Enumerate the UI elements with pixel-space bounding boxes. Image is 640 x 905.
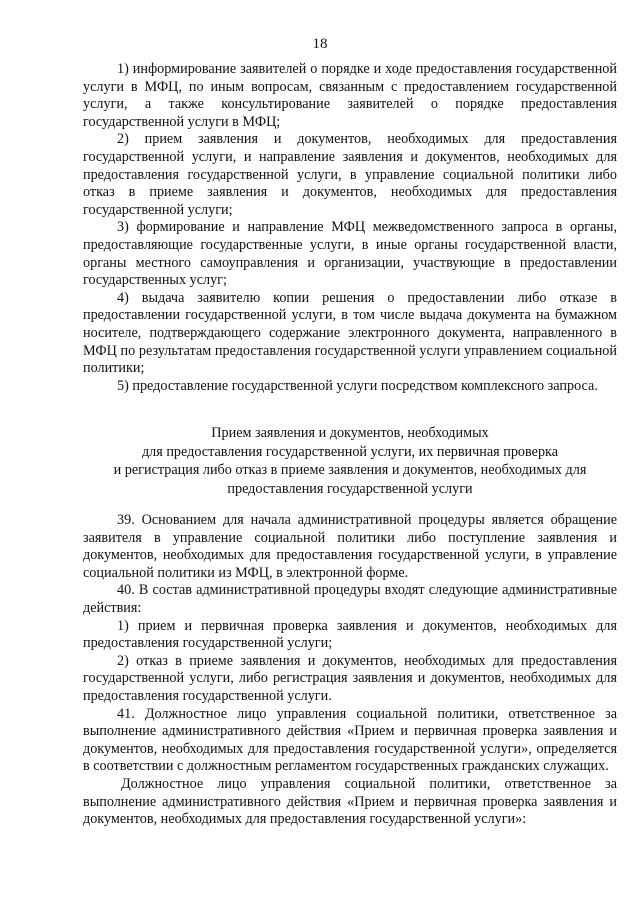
paragraph-40: 40. В состав административной процедуры входят следующие административные действия:: [83, 582, 617, 616]
heading-line: и регистрация либо отказ в приеме заявления и документов, необходимых для: [113, 462, 587, 478]
list-item: 2) отказ в приеме заявления и документов, необходимых для предоставления государственной услуги, либо регистрация заявления и документов, необходимых для предоставления государственной услуги.: [83, 652, 617, 704]
list-item: 3) формирование и направление МФЦ межведомственного запроса в органы, предоставляющие государственные услуги, в иные органы государственной власти, органы местного самоуправления и организации, участвующие в предоставлении государственных услуг;: [83, 219, 617, 289]
paragraph-39: 39. Основанием для начала административной процедуры является обращение заявителя в управление социальной политики либо поступление заявления и документов, необходимых для предоставления государственной услуги, в управление социальной политики из МФЦ, в электронной форме.: [83, 512, 617, 581]
paragraph-officer: Должностное лицо управления социальной политики, ответственное за выполнение административного действия «Прием и первичная проверка заявления и документов, необходимых для предоставления государственной услуги»:: [83, 775, 617, 828]
services-list: [83, 61, 617, 395]
section-heading: [83, 424, 617, 498]
heading-line: предоставления государственной услуги: [227, 480, 473, 497]
heading-line: Прием заявления и документов, необходимых: [211, 425, 489, 441]
list-item: 1) прием и первичная проверка заявления и документов, необходимых для предоставления государственной услуги;: [83, 617, 617, 652]
heading-line: для предоставления государственной услуги, их первичная проверка: [141, 443, 559, 460]
page-number: 18: [312, 36, 328, 52]
list-item: 5) предоставление государственной услуги посредством комплексного запроса.: [117, 377, 598, 394]
section-body: [83, 512, 617, 829]
list-item: 4) выдача заявителю копии решения о предоставлении либо отказе в предоставлении государственной услуги, в том числе выдача документа на бумажном носителе, подтверждающего содержание электронного документа, направленного в МФЦ по результатам предоставления государственной услуги управлением социальной политики;: [83, 289, 617, 377]
paragraph-41: 41. Должностное лицо управления социальной политики, ответственное за выполнение административного действия «Прием и первичная проверка заявления и документов, необходимых для предоставления государственной услуги», определяется в соответствии с должностным регламентом государственных гражданских служащих.: [83, 705, 617, 775]
list-item: 2) прием заявления и документов, необходимых для предоставления государственной услуги, и направление заявления и документов, необходимых для предоставления государственной услуги, в управление социальной политики либо отказ в приеме заявления и документов, необходимых для предоставления государственной услуги;: [83, 131, 617, 218]
list-item: 1) информирование заявителей о порядке и ходе предоставления государственной услуги в МФЦ, по иным вопросам, связанным с предоставлением государственной услуги, а также консультирование заявителей о порядке предоставления государственной услуги в МФЦ;: [83, 61, 617, 130]
